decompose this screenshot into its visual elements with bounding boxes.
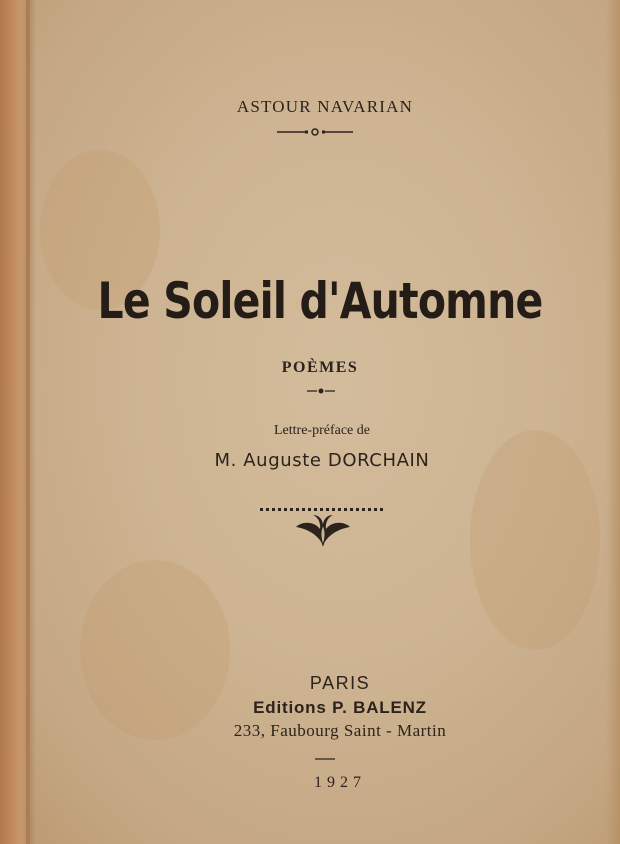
author-name: ASTOUR NAVARIAN	[236, 97, 414, 116]
publication-city: PARIS	[309, 673, 371, 693]
book-title: Le Soleil d'Automne	[97, 272, 543, 330]
floral-fleuron-icon	[258, 505, 388, 547]
publisher-address: 233, Faubourg Saint - Martin	[233, 721, 447, 740]
short-dash-icon	[315, 757, 335, 761]
preface-label: Lettre-préface de	[274, 423, 370, 438]
publication-year: 1927	[314, 774, 366, 791]
small-rule-ornament-icon	[275, 126, 355, 138]
book-subtitle: POÈMES	[281, 359, 359, 376]
publisher-name: Editions P. BALENZ	[253, 698, 427, 717]
small-dot-ornament-icon	[306, 386, 336, 396]
preface-author: M. Auguste DORCHAIN	[214, 450, 430, 471]
